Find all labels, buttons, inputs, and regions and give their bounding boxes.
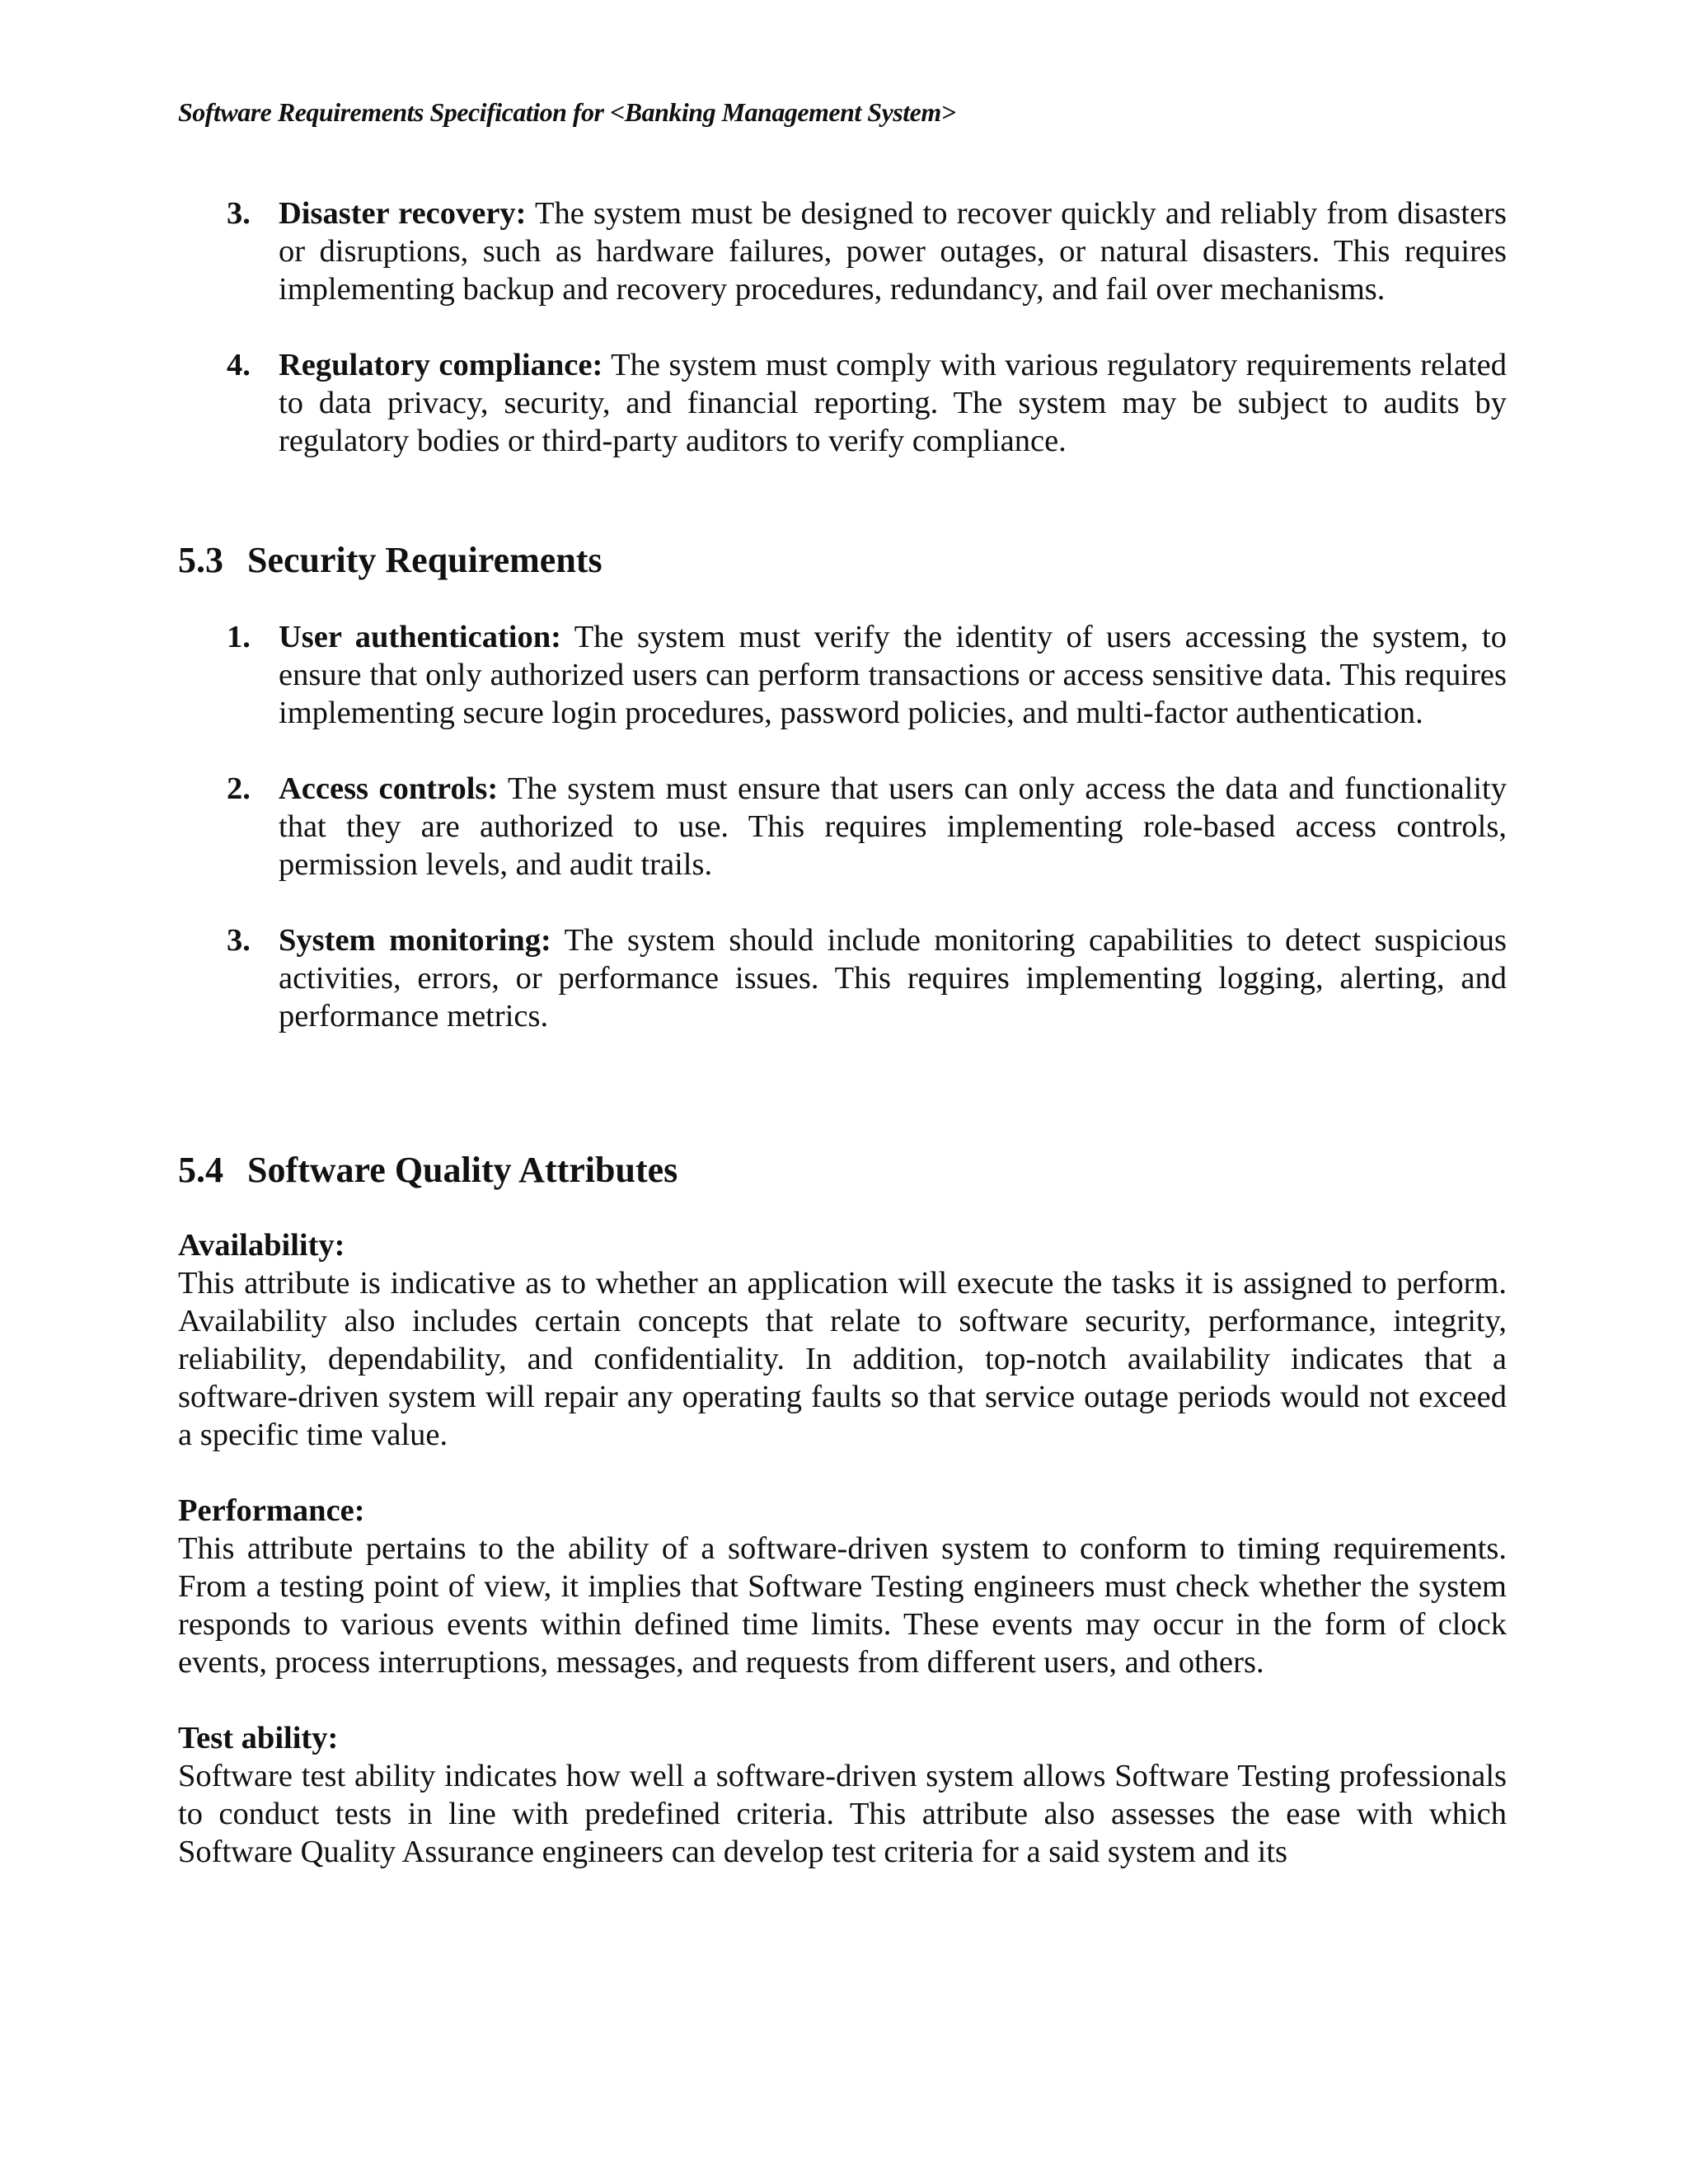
list-item-title: Regulatory compliance: [279,348,603,382]
attribute-text: Software test ability indicates how well a software-driven system allows Software Testing professionals to conduct tests in line with predefined criteria. This attribute also assesses the ease with which Software Quality Assurance engineers can develop test criteria for a said system and its [178,1759,1507,1869]
spacer [178,732,1507,770]
list-item-number: 4. [227,348,251,382]
list-item-title: System monitoring: [279,923,551,958]
list-item-access-controls [178,770,1507,883]
list-item-text: The system must ensure that users can only access the data and functionality that they are authorized to use. This requires implementing role-based access controls, permission levels, and audit trails. [279,771,1507,882]
list-item-number: 3. [227,196,251,231]
list-item-disaster-recovery [178,194,1507,308]
spacer [178,308,1507,346]
section-heading-quality [178,1149,1507,1192]
list-item-regulatory-compliance [178,346,1507,460]
spacer [178,1035,1507,1149]
list-item-title: User authentication: [279,620,561,654]
attribute-availability [178,1226,1507,1454]
attribute-test-ability [178,1719,1507,1871]
list-item-number: 3. [227,923,251,958]
section-title: Software Quality Attributes [247,1150,678,1190]
spacer [178,883,1507,921]
attribute-title: Availability: [178,1228,345,1263]
page-content [178,194,1507,1871]
attribute-title: Performance: [178,1493,365,1528]
security-requirements-list [178,618,1507,1035]
attribute-title: Test ability: [178,1721,339,1755]
section-title: Security Requirements [247,540,603,580]
list-item-text: The system should include monitoring capabilities to detect suspicious activities, errors, or performance issues. This requires implementing logging, alerting, and performance metrics. [279,923,1507,1033]
list-item-number: 2. [227,771,251,806]
list-item-title: Access controls: [279,771,499,806]
running-header: Software Requirements Specification for <Banking Management System> [178,97,956,127]
list-item-text: The system must verify the identity of users accessing the system, to ensure that only authorized users can perform transactions or access sensitive data. This requires implementing secure login procedures, password policies, and multi-factor authentication. [279,620,1507,730]
spacer [178,1192,1507,1226]
list-item-title: Disaster recovery: [279,196,527,231]
list-item-system-monitoring [178,921,1507,1035]
list-item-number: 1. [227,620,251,654]
section-number: 5.3 [178,540,223,580]
list-item-user-authentication [178,618,1507,732]
attribute-text: This attribute is indicative as to whether an application will execute the tasks it is assigned to perform. Availability also includes certain concepts that relate to software security, performance, integrity, reliability, dependability, and confidentiality. In addition, top-notch availability indicates that a software-driven system will repair any operating faults so that service outage periods would not exceed a specific time value. [178,1266,1507,1452]
spacer [178,582,1507,618]
section-number: 5.4 [178,1150,223,1190]
list-item-text: The system must be designed to recover quickly and reliably from disasters or disruptions, such as hardware failures, power outages, or natural disasters. This requires implementing backup and recovery procedures, redundancy, and fail over mechanisms. [279,196,1507,307]
spacer [178,1454,1507,1492]
list-item-text: The system must comply with various regulatory requirements related to data privacy, security, and financial reporting. The system may be subject to audits by regulatory bodies or third-party auditors to verify compliance. [279,348,1507,458]
continued-requirements-list [178,194,1507,460]
spacer [178,1681,1507,1719]
attribute-text: This attribute pertains to the ability of a software-driven system to conform to timing requirements. From a testing point of view, it implies that Software Testing engineers must check whether the system responds to various events within defined time limits. These events may occur in the form of clock events, process interruptions, messages, and requests from different users, and others. [178,1531,1507,1680]
section-heading-security [178,539,1507,582]
spacer [178,460,1507,539]
attribute-performance [178,1492,1507,1681]
